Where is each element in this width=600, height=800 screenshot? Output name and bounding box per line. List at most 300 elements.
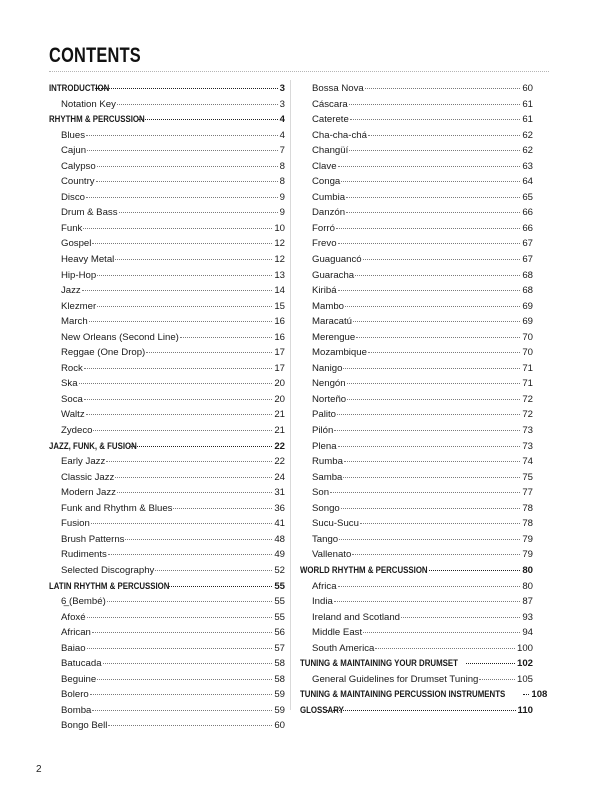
dot-leader bbox=[115, 477, 272, 478]
toc-entry[interactable] bbox=[300, 454, 533, 470]
toc-entry-label: Pilón bbox=[312, 425, 334, 437]
dot-leader bbox=[95, 88, 277, 89]
toc-entry[interactable] bbox=[300, 501, 533, 517]
toc-entry[interactable] bbox=[300, 439, 533, 455]
toc-entry-page: 75 bbox=[522, 471, 533, 483]
toc-section-heading[interactable] bbox=[49, 81, 285, 97]
dot-leader bbox=[97, 679, 272, 680]
toc-entry-label: Bossa Nova bbox=[312, 83, 364, 94]
toc-entry-page: 64 bbox=[522, 176, 533, 188]
dot-leader bbox=[338, 586, 521, 587]
toc-entry[interactable] bbox=[49, 190, 285, 206]
dot-leader bbox=[97, 306, 272, 307]
dot-leader bbox=[169, 586, 273, 587]
toc-entry[interactable] bbox=[49, 345, 285, 361]
toc-entry-page: 68 bbox=[522, 285, 533, 297]
toc-entry-page: 52 bbox=[274, 564, 285, 576]
toc-entry-page: 65 bbox=[522, 191, 533, 203]
toc-entry[interactable] bbox=[300, 547, 533, 563]
toc-entry-label: Bongo Bell bbox=[61, 720, 108, 732]
toc-entry-label: Palito bbox=[312, 409, 336, 421]
toc-entry-label: Vallenato bbox=[312, 549, 352, 561]
dot-leader bbox=[429, 570, 521, 571]
toc-entry-page: 24 bbox=[274, 471, 285, 483]
toc-entry[interactable] bbox=[49, 423, 285, 439]
toc-entry-page: 71 bbox=[522, 362, 533, 374]
toc-entry-page: 3 bbox=[279, 83, 285, 94]
dot-leader bbox=[355, 275, 520, 276]
toc-entry-page: 66 bbox=[522, 222, 533, 234]
toc-entry[interactable] bbox=[300, 610, 533, 626]
page-title: CONTENTS bbox=[49, 44, 141, 67]
toc-entry-page: 9 bbox=[279, 207, 285, 219]
toc-entry-label: INTRODUCTION bbox=[49, 83, 110, 94]
toc-entry[interactable] bbox=[49, 314, 285, 330]
toc-entry-page: 22 bbox=[274, 456, 285, 468]
toc-entry[interactable] bbox=[300, 330, 533, 346]
toc-entry[interactable] bbox=[300, 221, 533, 237]
toc-entry[interactable] bbox=[49, 143, 285, 159]
toc-entry[interactable] bbox=[49, 547, 285, 563]
toc-entry[interactable] bbox=[300, 143, 533, 159]
toc-entry[interactable] bbox=[49, 205, 285, 221]
toc-entry-label: Ska bbox=[61, 378, 78, 390]
toc-entry[interactable] bbox=[300, 625, 533, 641]
dot-leader bbox=[92, 243, 272, 244]
toc-entry-label: Frevo bbox=[312, 238, 337, 250]
toc-entry-page: 55 bbox=[274, 611, 285, 623]
toc-entry-label: Reggae (One Drop) bbox=[61, 347, 146, 359]
toc-entry-page: 49 bbox=[274, 549, 285, 561]
dot-leader bbox=[155, 570, 272, 571]
toc-entry-page: 79 bbox=[522, 549, 533, 561]
toc-entry-label: Forró bbox=[312, 222, 335, 234]
dot-leader bbox=[479, 679, 515, 680]
toc-entry[interactable] bbox=[49, 470, 285, 486]
toc-entry[interactable] bbox=[49, 236, 285, 252]
toc-entry[interactable] bbox=[49, 687, 285, 703]
toc-section-heading[interactable] bbox=[49, 579, 285, 595]
toc-entry-label: Rumba bbox=[312, 456, 343, 468]
toc-entry-label: Guaguancó bbox=[312, 254, 362, 266]
toc-entry-page: 79 bbox=[522, 533, 533, 545]
toc-entry-page: 16 bbox=[274, 316, 285, 328]
toc-entry-page: 3 bbox=[279, 98, 285, 110]
toc-entry-page: 60 bbox=[522, 83, 533, 94]
toc-section-heading[interactable] bbox=[49, 439, 285, 455]
toc-entry-page: 12 bbox=[274, 254, 285, 266]
toc-entry[interactable] bbox=[300, 252, 533, 268]
dot-leader bbox=[334, 430, 520, 431]
dot-leader bbox=[345, 306, 520, 307]
toc-entry-label: Caterete bbox=[312, 114, 349, 126]
toc-entry-label: Samba bbox=[312, 471, 343, 483]
toc-entry-label: Afoxé bbox=[61, 611, 86, 623]
dot-leader bbox=[97, 166, 278, 167]
dot-leader bbox=[180, 337, 272, 338]
toc-entry-page: 55 bbox=[274, 580, 285, 592]
toc-entry-page: 74 bbox=[522, 456, 533, 468]
toc-column-left bbox=[49, 81, 285, 734]
toc-entry-page: 72 bbox=[522, 393, 533, 405]
toc-entry[interactable] bbox=[49, 97, 285, 113]
dot-leader bbox=[108, 554, 272, 555]
dot-leader bbox=[356, 337, 520, 338]
dot-leader bbox=[360, 523, 520, 524]
dot-leader bbox=[368, 352, 520, 353]
toc-entry[interactable] bbox=[300, 299, 533, 315]
toc-entry-page: 21 bbox=[274, 425, 285, 437]
toc-entry[interactable] bbox=[49, 516, 285, 532]
toc-entry[interactable] bbox=[300, 205, 533, 221]
dot-leader bbox=[92, 710, 272, 711]
toc-entry-label: RHYTHM & PERCUSSION bbox=[49, 114, 145, 126]
toc-entry-label: African bbox=[61, 627, 91, 639]
toc-entry[interactable] bbox=[300, 190, 533, 206]
dot-leader bbox=[365, 88, 521, 89]
toc-entry-page: 61 bbox=[522, 98, 533, 110]
toc-entry[interactable] bbox=[49, 407, 285, 423]
toc-entry-label: LATIN RHYTHM & PERCUSSION bbox=[49, 580, 170, 592]
toc-entry-label: Klezmer bbox=[61, 300, 97, 312]
toc-entry-label: Baiao bbox=[61, 642, 86, 654]
toc-entry-label: Kiribá bbox=[312, 285, 337, 297]
toc-entry[interactable] bbox=[49, 376, 285, 392]
toc-entry-page: 20 bbox=[274, 378, 285, 390]
toc-entry[interactable] bbox=[300, 594, 533, 610]
toc-entry-label: Funk and Rhythm & Blues bbox=[61, 502, 173, 514]
dot-leader bbox=[96, 181, 278, 182]
toc-entry-page: 59 bbox=[274, 689, 285, 701]
toc-entry-page: 48 bbox=[274, 533, 285, 545]
toc-entry-page: 17 bbox=[274, 347, 285, 359]
toc-entry-label: Bomba bbox=[61, 704, 92, 716]
dot-leader bbox=[353, 321, 520, 322]
toc-entry[interactable] bbox=[300, 672, 533, 688]
dot-leader bbox=[523, 694, 529, 695]
toc-entry[interactable] bbox=[49, 128, 285, 144]
dot-leader bbox=[79, 383, 273, 384]
toc-entry[interactable] bbox=[300, 423, 533, 439]
toc-entry-label: Norteño bbox=[312, 393, 347, 405]
dot-leader bbox=[138, 119, 277, 120]
toc-entry-page: 77 bbox=[522, 487, 533, 499]
toc-entry-page: 31 bbox=[274, 487, 285, 499]
toc-entry-page: 4 bbox=[279, 129, 285, 141]
page-number: 2 bbox=[36, 764, 42, 775]
toc-entry-page: 62 bbox=[522, 145, 533, 157]
toc-entry[interactable] bbox=[49, 221, 285, 237]
toc-entry[interactable] bbox=[49, 361, 285, 377]
toc-entry-label: Drum & Bass bbox=[61, 207, 118, 219]
toc-entry-label: Mambo bbox=[312, 300, 344, 312]
toc-entry-page: 4 bbox=[279, 114, 285, 126]
toc-entry-label: Plena bbox=[312, 440, 337, 452]
toc-entry[interactable] bbox=[49, 392, 285, 408]
toc-entry-page: 110 bbox=[517, 704, 533, 716]
toc-entry[interactable] bbox=[49, 252, 285, 268]
toc-entry[interactable] bbox=[300, 407, 533, 423]
toc-entry[interactable] bbox=[49, 485, 285, 501]
dot-leader bbox=[84, 399, 272, 400]
dot-leader bbox=[82, 290, 273, 291]
toc-entry[interactable] bbox=[49, 718, 285, 734]
toc-entry[interactable] bbox=[49, 641, 285, 657]
toc-entry-page: 20 bbox=[274, 393, 285, 405]
dot-leader bbox=[346, 212, 520, 213]
toc-entry-label: TUNING & MAINTAINING YOUR DRUMSET bbox=[300, 658, 458, 670]
toc-entry-label: Heavy Metal bbox=[61, 254, 115, 266]
toc-entry-label: WORLD RHYTHM & PERCUSSION bbox=[300, 564, 428, 576]
toc-entry[interactable] bbox=[49, 625, 285, 641]
dot-leader bbox=[119, 212, 278, 213]
dot-leader bbox=[93, 430, 272, 431]
toc-entry-page: 71 bbox=[522, 378, 533, 390]
toc-entry-page: 7 bbox=[279, 145, 285, 157]
toc-entry-page: 17 bbox=[274, 362, 285, 374]
toc-entry[interactable] bbox=[300, 268, 533, 284]
toc-entry-label: Calypso bbox=[61, 160, 96, 172]
toc-entry-label: Nengón bbox=[312, 378, 346, 390]
toc-entry-page: 12 bbox=[274, 238, 285, 250]
toc-entry-label: Africa bbox=[312, 580, 337, 592]
toc-entry[interactable] bbox=[300, 392, 533, 408]
toc-entry-label: Songo bbox=[312, 502, 340, 514]
dot-leader bbox=[146, 352, 272, 353]
toc-entry-page: 15 bbox=[274, 300, 285, 312]
dot-leader bbox=[86, 414, 273, 415]
toc-entry-page: 70 bbox=[522, 331, 533, 343]
toc-entry-label: Beguine bbox=[61, 673, 97, 685]
toc-entry[interactable] bbox=[300, 345, 533, 361]
toc-entry-page: 68 bbox=[522, 269, 533, 281]
toc-entry-label: Gospel bbox=[61, 238, 92, 250]
toc-entry[interactable] bbox=[300, 641, 533, 657]
dot-leader bbox=[90, 694, 273, 695]
toc-entry-label: Selected Discography bbox=[61, 564, 155, 576]
dot-leader bbox=[83, 228, 272, 229]
toc-entry[interactable] bbox=[300, 376, 533, 392]
toc-entry-page: 8 bbox=[279, 176, 285, 188]
toc-entry-page: 10 bbox=[274, 222, 285, 234]
toc-entry-page: 73 bbox=[522, 425, 533, 437]
dot-leader bbox=[115, 259, 272, 260]
dot-leader bbox=[363, 632, 520, 633]
dot-leader bbox=[375, 648, 515, 649]
toc-entry-label: Country bbox=[61, 176, 95, 188]
column-divider bbox=[290, 80, 291, 710]
toc-entry[interactable] bbox=[300, 361, 533, 377]
toc-entry-page: 94 bbox=[522, 627, 533, 639]
toc-entry-label: 6̲ (Bembé) bbox=[61, 596, 106, 608]
toc-entry-label: Clave bbox=[312, 160, 337, 172]
toc-entry[interactable] bbox=[300, 159, 533, 175]
dot-leader bbox=[343, 477, 520, 478]
toc-entry[interactable] bbox=[49, 610, 285, 626]
dot-leader bbox=[91, 523, 273, 524]
toc-entry-page: 8 bbox=[279, 160, 285, 172]
toc-entry-page: 72 bbox=[522, 409, 533, 421]
toc-entry[interactable] bbox=[49, 299, 285, 315]
toc-entry-page: 70 bbox=[522, 347, 533, 359]
toc-entry[interactable] bbox=[300, 283, 533, 299]
toc-entry-label: Disco bbox=[61, 191, 85, 203]
dot-leader bbox=[125, 539, 272, 540]
toc-entry-page: 58 bbox=[274, 673, 285, 685]
toc-entry-label: Middle East bbox=[312, 627, 363, 639]
dot-leader bbox=[84, 368, 272, 369]
toc-entry-label: Tango bbox=[312, 533, 339, 545]
toc-entry-label: Early Jazz bbox=[61, 456, 106, 468]
toc-entry[interactable] bbox=[300, 470, 533, 486]
toc-entry[interactable] bbox=[300, 516, 533, 532]
toc-entry-page: 87 bbox=[522, 596, 533, 608]
dot-leader bbox=[86, 197, 278, 198]
dot-leader bbox=[466, 663, 515, 664]
toc-entry-label: Son bbox=[312, 487, 330, 499]
toc-entry[interactable] bbox=[49, 174, 285, 190]
toc-entry[interactable] bbox=[49, 656, 285, 672]
toc-entry-page: 57 bbox=[274, 642, 285, 654]
dot-leader bbox=[349, 150, 520, 151]
dot-leader bbox=[347, 399, 520, 400]
toc-entry-label: Classic Jazz bbox=[61, 471, 115, 483]
toc-entry-page: 58 bbox=[274, 658, 285, 670]
dot-leader bbox=[327, 710, 516, 711]
toc-entry-label: Notation Key bbox=[61, 98, 116, 110]
dot-leader bbox=[87, 617, 273, 618]
toc-entry-label: Ireland and Scotland bbox=[312, 611, 401, 623]
toc-entry-label: Danzón bbox=[312, 207, 346, 219]
dot-leader bbox=[341, 181, 520, 182]
toc-entry-label: Merengue bbox=[312, 331, 356, 343]
toc-entry[interactable] bbox=[49, 330, 285, 346]
toc-entry[interactable] bbox=[300, 97, 533, 113]
toc-entry-page: 66 bbox=[522, 207, 533, 219]
toc-entry-page: 62 bbox=[522, 129, 533, 141]
dot-leader bbox=[86, 135, 278, 136]
toc-entry[interactable] bbox=[300, 112, 533, 128]
title-divider bbox=[49, 71, 549, 72]
toc-entry-page: 60 bbox=[274, 720, 285, 732]
toc-entry-label: GLOSSARY bbox=[300, 704, 344, 716]
dot-leader bbox=[106, 461, 272, 462]
toc-entry-page: 9 bbox=[279, 191, 285, 203]
toc-entry[interactable] bbox=[49, 672, 285, 688]
toc-entry-page: 59 bbox=[274, 704, 285, 716]
dot-leader bbox=[338, 446, 521, 447]
toc-section-heading[interactable] bbox=[300, 703, 533, 719]
toc-entry-label: Waltz bbox=[61, 409, 85, 421]
toc-entry[interactable] bbox=[49, 454, 285, 470]
toc-entry-label: March bbox=[61, 316, 88, 328]
toc-entry-page: 63 bbox=[522, 160, 533, 172]
dot-leader bbox=[87, 150, 278, 151]
dot-leader bbox=[347, 383, 521, 384]
toc-entry-page: 22 bbox=[274, 440, 285, 452]
toc-entry-page: 61 bbox=[522, 114, 533, 126]
toc-entry[interactable] bbox=[300, 579, 533, 595]
toc-entry-label: Fusion bbox=[61, 518, 90, 530]
toc-entry-label: Mozambique bbox=[312, 347, 367, 359]
dot-leader bbox=[103, 663, 273, 664]
dot-leader bbox=[97, 275, 272, 276]
dot-leader bbox=[92, 632, 272, 633]
dot-leader bbox=[363, 259, 521, 260]
toc-entry[interactable] bbox=[300, 236, 533, 252]
toc-entry-label: Hip-Hop bbox=[61, 269, 97, 281]
dot-leader bbox=[352, 554, 520, 555]
toc-entry-page: 100 bbox=[516, 642, 533, 654]
dot-leader bbox=[89, 321, 273, 322]
toc-entry[interactable] bbox=[49, 159, 285, 175]
toc-entry-page: 41 bbox=[274, 518, 285, 530]
toc-entry[interactable] bbox=[300, 81, 533, 97]
toc-entry[interactable] bbox=[49, 283, 285, 299]
toc-entry[interactable] bbox=[300, 485, 533, 501]
toc-section-heading[interactable] bbox=[300, 563, 533, 579]
toc-entry[interactable] bbox=[49, 563, 285, 579]
toc-entry-page: 78 bbox=[522, 502, 533, 514]
toc-entry-page: 14 bbox=[274, 285, 285, 297]
toc-section-heading[interactable] bbox=[300, 687, 548, 703]
toc-entry-page: 108 bbox=[531, 689, 548, 701]
toc-entry-label: Cáscara bbox=[312, 98, 348, 110]
dot-leader bbox=[341, 508, 521, 509]
toc-entry-page: 36 bbox=[274, 502, 285, 514]
toc-entry-label: Conga bbox=[312, 176, 341, 188]
toc-section-heading[interactable] bbox=[300, 656, 533, 672]
toc-entry-label: India bbox=[312, 596, 333, 608]
toc-entry-page: 105 bbox=[516, 673, 533, 685]
toc-entry-label: Changüí bbox=[312, 145, 349, 157]
toc-entry-page: 69 bbox=[522, 300, 533, 312]
dot-leader bbox=[330, 492, 520, 493]
dot-leader bbox=[344, 461, 520, 462]
toc-entry[interactable] bbox=[49, 268, 285, 284]
toc-section-heading[interactable] bbox=[49, 112, 285, 128]
toc-entry[interactable] bbox=[300, 532, 533, 548]
toc-entry-page: 69 bbox=[522, 316, 533, 328]
toc-entry-page: 93 bbox=[522, 611, 533, 623]
toc-entry-page: 56 bbox=[274, 627, 285, 639]
dot-leader bbox=[107, 601, 273, 602]
toc-entry[interactable] bbox=[300, 174, 533, 190]
toc-entry-label: Cha-cha-chá bbox=[312, 129, 367, 141]
toc-entry[interactable] bbox=[49, 594, 285, 610]
toc-entry-label: Sucu-Sucu bbox=[312, 518, 359, 530]
toc-entry[interactable] bbox=[300, 128, 533, 144]
dot-leader bbox=[117, 104, 278, 105]
toc-entry-label: Cumbia bbox=[312, 191, 346, 203]
toc-entry-label: Rudiments bbox=[61, 549, 107, 561]
toc-entry-label: Cajun bbox=[61, 145, 87, 157]
toc-entry-label: Modern Jazz bbox=[61, 487, 116, 499]
toc-entry-label: JAZZ, FUNK, & FUSION bbox=[49, 440, 137, 452]
toc-entry-page: 80 bbox=[522, 580, 533, 592]
toc-entry-page: 55 bbox=[274, 596, 285, 608]
toc-entry[interactable] bbox=[300, 314, 533, 330]
toc-entry[interactable] bbox=[49, 703, 285, 719]
toc-entry-label: New Orleans (Second Line) bbox=[61, 331, 179, 343]
dot-leader bbox=[129, 446, 273, 447]
dot-leader bbox=[338, 290, 521, 291]
toc-entry[interactable] bbox=[49, 532, 285, 548]
toc-entry-label: Blues bbox=[61, 129, 85, 141]
toc-entry-label: Jazz bbox=[61, 285, 81, 297]
toc-entry-page: 13 bbox=[274, 269, 285, 281]
toc-entry[interactable] bbox=[49, 501, 285, 517]
